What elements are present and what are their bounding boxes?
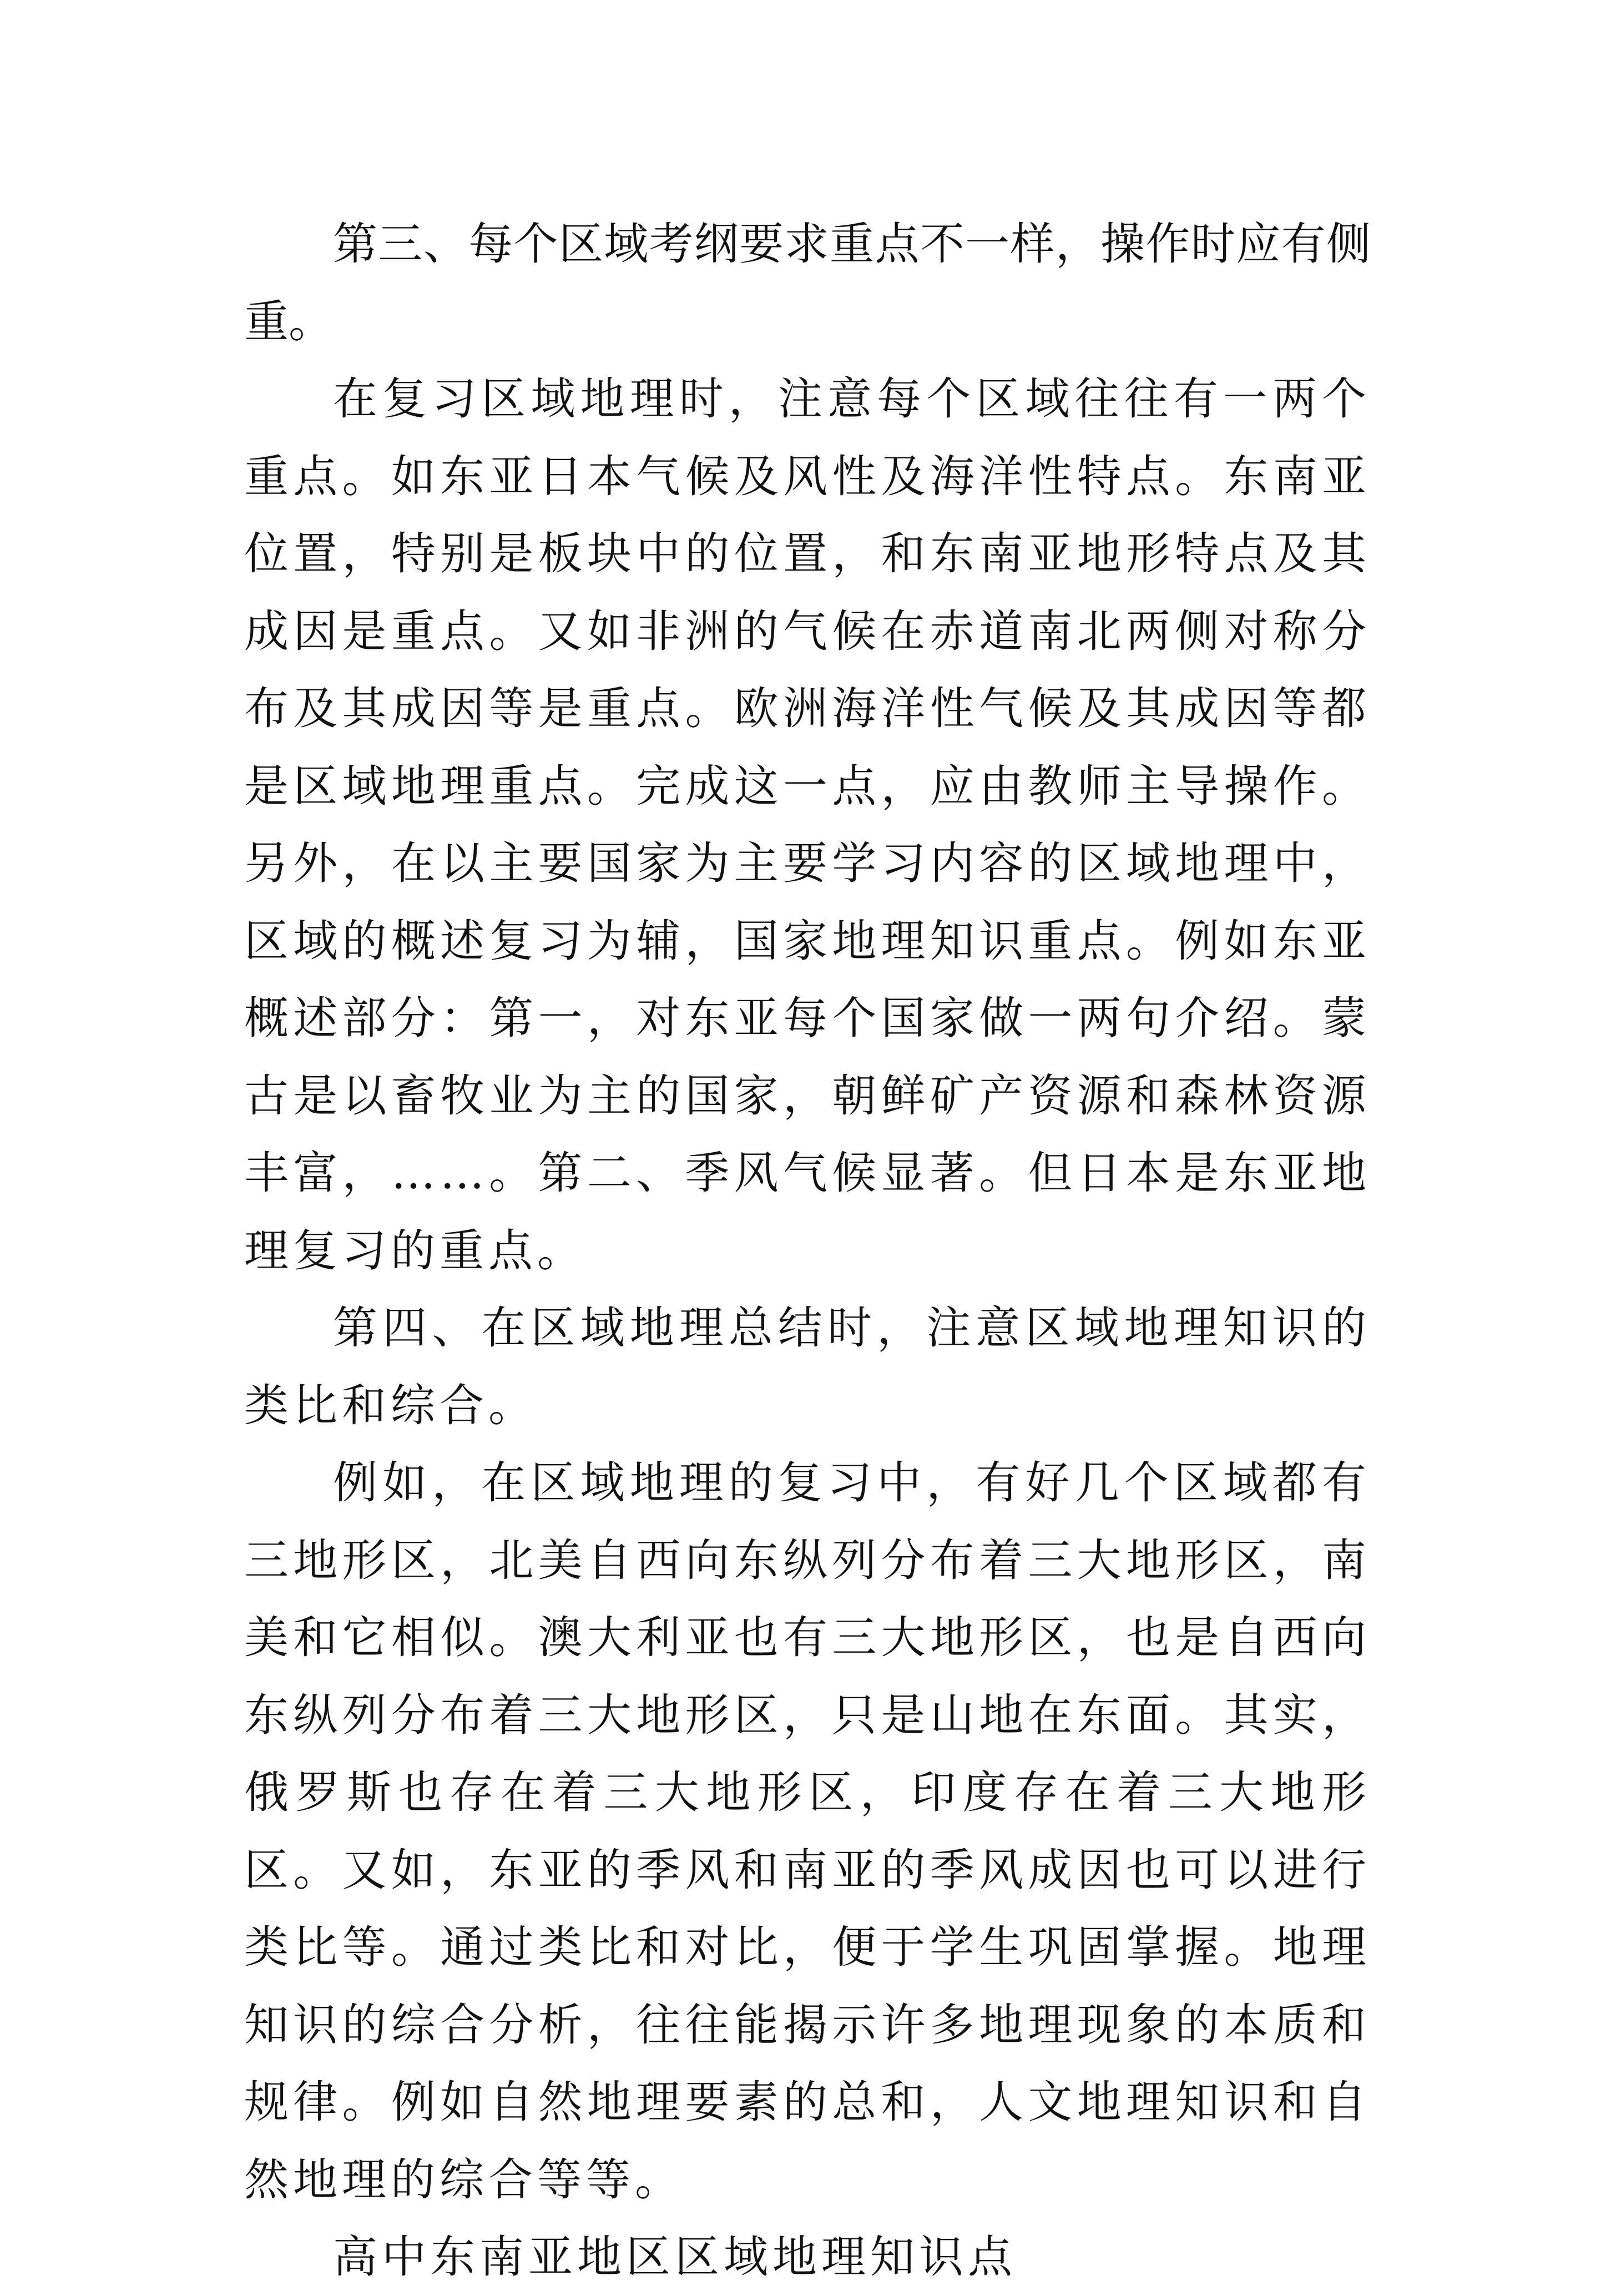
paragraph-emphasis-3: 第三、每个区域考纲要求重点不一样，操作时应有侧重。: [244, 218, 1371, 347]
paragraph-review-focus: 在复习区域地理时，注意每个区域往往有一两个重点。如东亚日本气候及风性及海洋性特点。东南亚位置，特别是板块中的位置，和东南亚地形特点及其成因是重点。又如非洲的气候在赤道南北两侧对称分布及其成因等是重点。欧洲海洋性气候及其成因等都是区域地理重点。完成这一点，应由教师主导操作。另外，在以主要国家为主要学习内容的区域地理中，区域的概述复习为辅，国家地理知识重点。例如东亚概述部分：第一，对东亚每个国家做一两句介绍。蒙古是以畜牧业为主的国家，朝鲜矿产资源和森林资源丰富，……。第二、季风气候显著。但日本是东亚地理复习的重点。: [244, 373, 1371, 1276]
paragraph-analogy-examples: 例如，在区域地理的复习中，有好几个区域都有三地形区，北美自西向东纵列分布着三大地形区，南美和它相似。澳大利亚也有三大地形区，也是自西向东纵列分布着三大地形区，只是山地在东面。其实，俄罗斯也存在着三大地形区，印度存在着三大地形区。又如，东亚的季风和南亚的季风成因也可以进行类比等。通过类比和对比，便于学生巩固掌握。地理知识的综合分析，往往能揭示许多地理现象的本质和规律。例如自然地理要素的总和，人文地理知识和自然地理的综合等等。: [244, 1457, 1371, 2206]
section-heading: 高中东南亚地区区域地理知识点: [333, 2231, 1017, 2283]
document-body: [244, 205, 1371, 2296]
paragraph-emphasis-4: 第四、在区域地理总结时，注意区域地理知识的类比和综合。: [244, 1302, 1371, 1431]
